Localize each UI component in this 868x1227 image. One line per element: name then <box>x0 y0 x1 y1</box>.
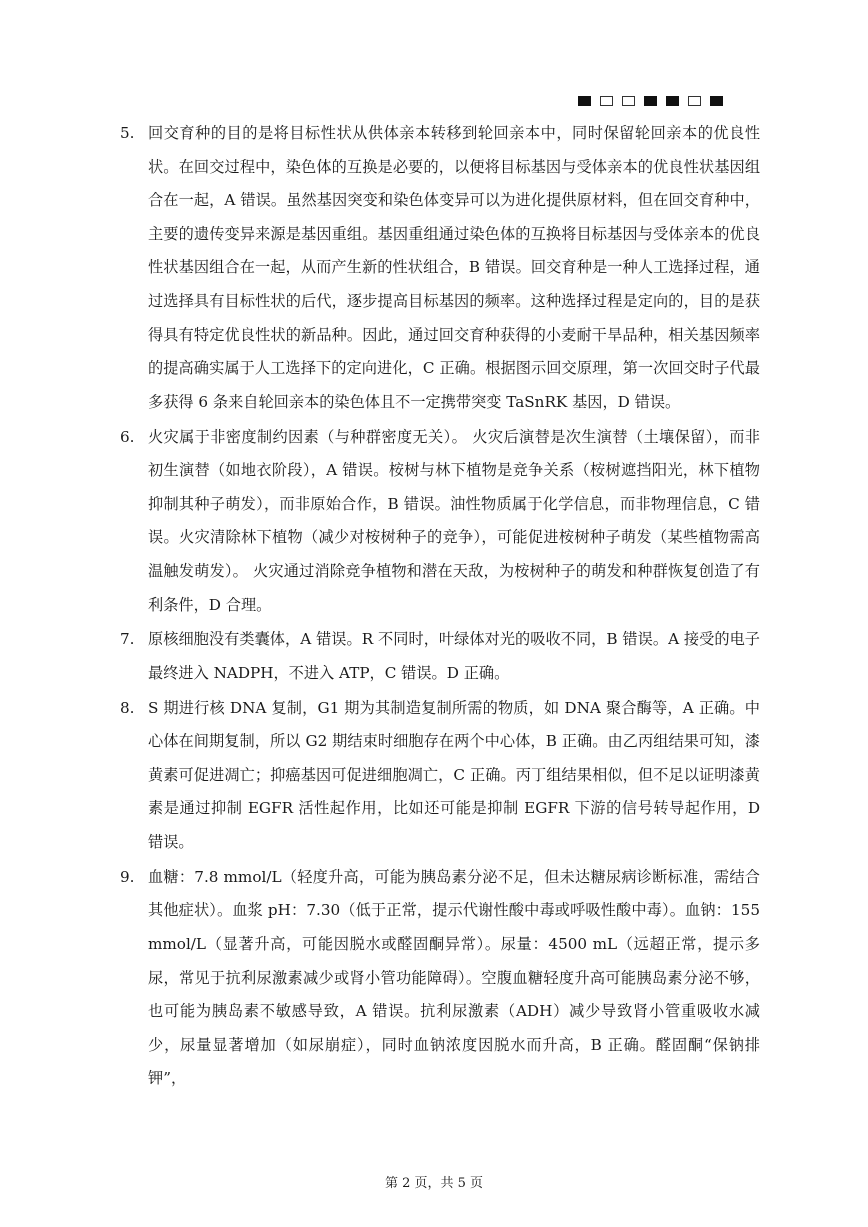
item-text: 火灾属于非密度制约因素（与种群密度无关）。 火灾后演替是次生演替（土壤保留），而非初生演替（如地衣阶段），A 错误。桉树与林下植物是竞争关系（桉树遮挡阳光，林下植物抑制其种子萌发），而非原始合作，B 错误。油性物质属于化学信息，而非物理信息，C 错误。火灾清除林下植物（减少对桉树种子的竞争），可能促进桉树种子萌发（某些植物需高温触发萌发）。 火灾通过消除竞争植物和潜在天敌，为桉树种子的萌发和种群恢复创造了有利条件，D 合理。 <box>148 427 760 614</box>
item-number: 7. <box>120 630 135 649</box>
item-number: 5. <box>120 124 135 142</box>
item-number: 6. <box>120 427 135 446</box>
header-marks <box>578 96 723 106</box>
mark-filled <box>710 96 723 106</box>
page-footer: 第 2 页，共 5 页 <box>384 1176 484 1191</box>
answer-item-8 <box>120 692 760 860</box>
item-number: 9. <box>120 867 135 886</box>
item-text: S 期进行核 DNA 复制，G1 期为其制造复制所需的物质，如 DNA 聚合酶等，A 正确。中心体在间期复制，所以 G2 期结束时细胞存在两个中心体，B 正确。由乙丙组结果可知，漆黄素可促进凋亡；抑癌基因可促进细胞凋亡，C 正确。丙丁组结果相似，但不足以证明漆黄素是通过抑制 EGFR 活性起作用，比如还可能是抑制 EGFR 下游的信号转导起作用，D 错误。 <box>148 698 760 852</box>
mark-empty <box>688 96 701 106</box>
mark-filled <box>644 96 657 106</box>
item-text: 回交育种的目的是将目标性状从供体亲本转移到轮回亲本中，同时保留轮回亲本的优良性状。在回交过程中，染色体的互换是必要的，以便将目标基因与受体亲本的优良性状基因组合在一起，A 错误。虽然基因突变和染色体变异可以为进化提供原材料，但在回交育种中，主要的遗传变异来源是基因重组。基因重组通过染色体的互换将目标基因与受体亲本的优良性状基因组合在一起，从而产生新的性状组合，B 错误。回交育种是一种人工选择过程，通过选择具有目标性状的后代，逐步提高目标基因的频率。这种选择过程是定向的，目的是获得具有特定优良性状的新品种。因此，通过回交育种获得的小麦耐干旱品种，相关基因频率的提高确实属于人工选择下的定向进化，C 正确。根据图示回交原理，第一次回交时子代最多获得 6 条来自轮回亲本的染色体且不一定携带突变 TaSnRK 基因，D 错误。 <box>148 124 760 411</box>
answer-item-5 <box>120 117 760 419</box>
answer-item-7 <box>120 623 760 690</box>
answer-item-9 <box>120 861 760 1096</box>
mark-empty <box>600 96 613 106</box>
item-text: 血糖：7.8 mmol/L（轻度升高，可能为胰岛素分泌不足，但未达糖尿病诊断标准，需结合其他症状）。血浆 pH：7.30（低于正常，提示代谢性酸中毒或呼吸性酸中毒）。血钠：155 mmol/L（显著升高，可能因脱水或醛固酮异常）。尿量：4500 mL（远超正常，提示多尿，常见于抗利尿激素减少或肾小管功能障碍）。空腹血糖轻度升高可能胰岛素分泌不够，也可能为胰岛素不敏感导致，A 错误。抗利尿激素（ADH）减少导致肾小管重吸收水减少，尿量显著增加（如尿崩症），同时血钠浓度因脱水而升高，B 正确。醛固酮“保钠排钾”， <box>148 867 760 1088</box>
answer-list <box>120 117 760 1097</box>
item-text: 原核细胞没有类囊体，A 错误。R 不同时，叶绿体对光的吸收不同，B 错误。A 接受的电子最终进入 NADPH，不进入 ATP，C 错误。D 正确。 <box>148 630 760 682</box>
mark-filled <box>578 96 591 106</box>
mark-empty <box>622 96 635 106</box>
answer-item-6 <box>120 421 760 623</box>
item-number: 8. <box>120 698 135 717</box>
mark-filled <box>666 96 679 106</box>
